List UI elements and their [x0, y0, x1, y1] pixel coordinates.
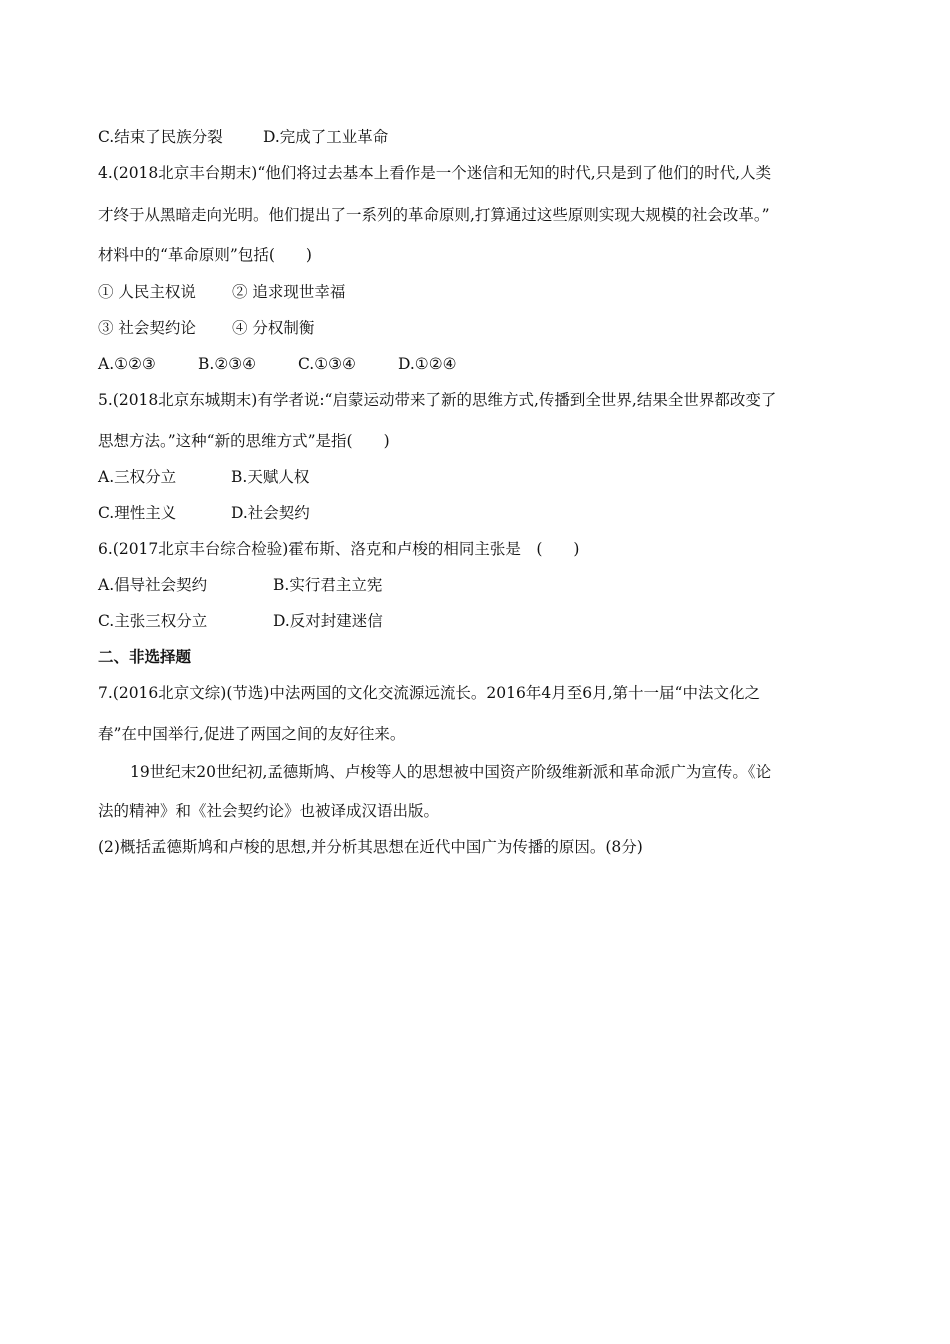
q4-item-1: ① 人民主权说 — [98, 283, 196, 301]
q4-options — [98, 354, 457, 374]
q4-item-4: ④ 分权制衡 — [232, 319, 315, 337]
q4-option-d: D.①②④ — [398, 355, 457, 373]
q4-stem-line2: 才终于从黑暗走向光明。他们提出了一系列的革命原则,打算通过这些原则实现大规模的社会改革。” — [98, 206, 770, 224]
q7-stem-line1: 7.(2016北京文综)(节选)中法两国的文化交流源远流长。2016年4月至6月,第十一届“中法文化之 — [98, 684, 760, 702]
q6-stem: 6.(2017北京丰台综合检验)霍布斯、洛克和卢梭的相同主张是 ( ) — [98, 540, 580, 558]
q3-option-c: C.结束了民族分裂 — [98, 128, 223, 146]
q4-items-row2 — [98, 318, 314, 338]
q5-option-b: B.天赋人权 — [231, 468, 310, 486]
section-heading: 二、非选择题 — [98, 648, 192, 666]
q5-stem-line2: 思想方法。”这种“新的思维方式”是指( ) — [98, 432, 390, 450]
q6-options-ab — [98, 575, 382, 595]
q3-options-cd — [98, 127, 388, 147]
q4-option-b: B.②③④ — [198, 355, 257, 373]
q6-option-d: D.反对封建迷信 — [273, 612, 383, 630]
q5-option-c: C.理性主义 — [98, 504, 177, 522]
q4-item-2: ② 追求现世幸福 — [232, 283, 346, 301]
q3-option-d: D.完成了工业革命 — [263, 128, 389, 146]
q5-options-ab — [98, 467, 309, 487]
q4-option-a: A.①②③ — [98, 355, 156, 373]
q4-option-c: C.①③④ — [298, 355, 356, 373]
q6-options-cd — [98, 611, 383, 631]
q4-stem-line1: 4.(2018北京丰台期末)“他们将过去基本上看作是一个迷信和无知的时代,只是到了他们的时代,人类 — [98, 164, 772, 182]
q6-option-a: A.倡导社会契约 — [98, 576, 208, 594]
q4-items-row1 — [98, 282, 345, 302]
q7-stem-line2: 春”在中国举行,促进了两国之间的友好往来。 — [98, 725, 406, 743]
q4-item-3: ③ 社会契约论 — [98, 319, 196, 337]
q5-stem-line1: 5.(2018北京东城期末)有学者说:“启蒙运动带来了新的思维方式,传播到全世界,结果全世界都改变了 — [98, 391, 777, 409]
q6-option-c: C.主张三权分立 — [98, 612, 208, 630]
q7-material-line2: 法的精神》和《社会契约论》也被译成汉语出版。 — [98, 802, 440, 820]
q6-option-b: B.实行君主立宪 — [273, 576, 383, 594]
q5-options-cd — [98, 503, 310, 523]
q7-subquestion-2: (2)概括孟德斯鸠和卢梭的思想,并分析其思想在近代中国广为传播的原因。(8分) — [98, 838, 643, 856]
q7-material-line1: 19世纪末20世纪初,孟德斯鸠、卢梭等人的思想被中国资产阶级维新派和革命派广为宣传。《论 — [130, 763, 772, 781]
q5-option-d: D.社会契约 — [231, 504, 310, 522]
q4-stem-line3: 材料中的“革命原则”包括( ) — [98, 246, 312, 264]
q5-option-a: A.三权分立 — [98, 468, 177, 486]
